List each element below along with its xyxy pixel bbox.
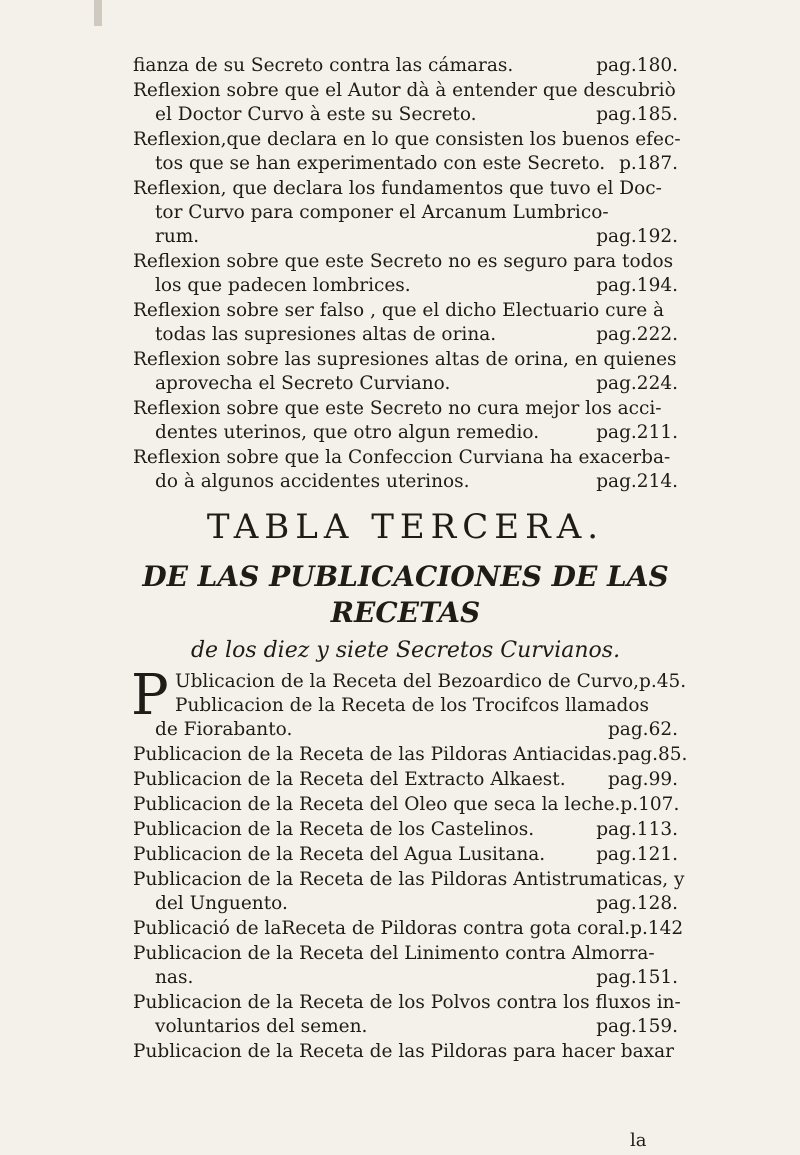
page-reference: pag.214.: [596, 471, 678, 492]
publication-text: Publicacion de la Receta de las Pildoras Antiacidas.pag.85.: [133, 744, 688, 765]
table-subtitle-2: de los diez y siete Secretos Curvianos.: [190, 638, 621, 663]
publication-entry: [133, 868, 685, 916]
reflexion-entry: [133, 177, 678, 249]
table-title: TABLA TERCERA.: [206, 507, 605, 547]
reflexion-text: tor Curvo para componer el Arcanum Lumbrico-: [155, 202, 609, 223]
reflexion-entry: [133, 79, 678, 127]
reflexion-text: Reflexion,que declara en lo que consisten los buenos efec-: [133, 129, 681, 150]
reflexion-text: do à algunos accidentes uterinos.: [155, 471, 470, 492]
publication-entry: [133, 991, 681, 1039]
reflexion-entry: [133, 446, 678, 494]
reflexion-line: [133, 421, 678, 445]
reflexion-line: [133, 323, 678, 347]
publication-line: [133, 743, 688, 767]
page-reference: pag.128.: [596, 893, 678, 914]
reflexion-text: Reflexion sobre que el Autor dà à entender que descubriò: [133, 80, 676, 101]
publication-line: Publicacion de la Receta de los Trocifcos llamados: [175, 695, 649, 716]
page-reference: pag.222.: [596, 324, 678, 345]
publication-line: [133, 843, 678, 867]
reflexion-text: Reflexion sobre ser falso , que el dicho Electuario cure à: [133, 300, 665, 321]
publication-entry: [133, 818, 678, 842]
reflexion-line: [133, 103, 678, 127]
reflexion-text: dentes uterinos, que otro algun remedio.: [155, 422, 540, 443]
reflexion-list: [133, 54, 681, 495]
reflexion-text: fianza de su Secreto contra las cámaras.: [133, 55, 514, 76]
publication-text: Publicacion de la Receta de los Polvos contra los fluxos in-: [133, 992, 681, 1013]
publication-text: nas.: [155, 967, 194, 988]
reflexion-text: tos que se han experimentado con este Secreto.: [155, 153, 606, 174]
publication-text: Publicacion de la Receta de las Pildoras para hacer baxar: [133, 1041, 674, 1062]
page-reference: pag.185.: [596, 104, 678, 125]
reflexion-entry: [133, 348, 678, 396]
reflexion-text: Reflexion sobre que este Secreto no cura mejor los acci-: [133, 398, 662, 419]
publication-entry: [133, 1040, 678, 1064]
page-reference: pag.180.: [596, 55, 678, 76]
page-reference: pag.224.: [596, 373, 678, 394]
publication-entry: [133, 793, 678, 817]
publication-text: Publicacion de la Receta de los Castelinos.: [133, 819, 535, 840]
reflexion-line: [133, 372, 678, 396]
reflexion-line: [133, 79, 678, 103]
publication-entry: [133, 843, 678, 867]
reflexion-text: Reflexion sobre que la Confeccion Curviana ha exacerba-: [133, 447, 671, 468]
publication-list: [131, 663, 688, 1065]
reflexion-entry: [133, 250, 678, 298]
reflexion-line: [133, 470, 678, 494]
reflexion-line: [133, 128, 681, 152]
reflexion-text: todas las supresiones altas de orina.: [155, 324, 497, 345]
reflexion-line: [133, 201, 678, 225]
publication-text: Publicacion de la Receta de las Pildoras Antistrumaticas, y: [133, 869, 685, 890]
publication-line: [133, 868, 685, 892]
page-reference: pag.194.: [596, 275, 678, 296]
page-reference: pag.151.: [596, 967, 678, 988]
publication-line: [133, 917, 684, 941]
publication-line: [133, 991, 681, 1015]
reflexion-text: Reflexion, que declara los fundamentos que tuvo el Doc-: [133, 178, 662, 199]
reflexion-entry: [133, 128, 681, 176]
publication-entry-first: [131, 663, 687, 742]
reflexion-text: aprovecha el Secreto Curviano.: [155, 373, 451, 394]
reflexion-line: [133, 177, 678, 201]
page-reference: pag.121.: [596, 844, 678, 865]
publication-line: [133, 966, 678, 990]
reflexion-line: [133, 225, 678, 249]
page-reference: pag.62.: [607, 719, 678, 740]
publication-entry: [133, 743, 688, 767]
table-heading: [133, 505, 678, 665]
publication-text: del Unguento.: [155, 893, 288, 914]
publication-line: [133, 1040, 678, 1064]
page-reference: pag.192.: [596, 226, 678, 247]
reflexion-text: Reflexion sobre que este Secreto no es seguro para todos: [133, 251, 674, 272]
publication-text: Publicacion de la Receta del Linimento contra Almorra-: [133, 943, 655, 964]
table-subtitle: DE LAS PUBLICACIONES DE LAS RECETAS: [142, 560, 669, 629]
publication-text: Publicació de laReceta de Pildoras contra gota coral.p.142: [133, 918, 684, 939]
publication-line: [133, 718, 678, 742]
publication-entries: [133, 743, 688, 1064]
publication-text: de Fiorabanto.: [155, 719, 293, 740]
publication-line: [133, 793, 678, 817]
reflexion-line: [133, 54, 678, 78]
page-reference: pag.113.: [596, 819, 678, 840]
publication-line: [133, 892, 678, 916]
publication-line: [133, 942, 678, 966]
publication-line: [133, 1015, 678, 1039]
reflexion-entry: [133, 397, 678, 445]
publication-text: Publicacion de la Receta del Agua Lusitana.: [133, 844, 546, 865]
page-reference: pag.99.: [607, 769, 678, 790]
page-reference: p.187.: [619, 153, 678, 174]
publication-text: Publicacion de la Receta del Extracto Alkaest.: [133, 769, 566, 790]
reflexion-line: [133, 397, 678, 421]
page-reference: pag.159.: [596, 1016, 678, 1037]
publication-line: [133, 768, 678, 792]
reflexion-line: [133, 152, 678, 176]
publication-entry: [133, 768, 678, 792]
reflexion-entry: [133, 299, 678, 347]
publication-line: [133, 818, 678, 842]
margin-mark: [94, 0, 102, 26]
reflexion-entry: [133, 54, 678, 78]
drop-cap: P: [131, 663, 169, 728]
reflexion-text: rum.: [155, 226, 200, 247]
reflexion-line: [133, 250, 678, 274]
reflexion-text: el Doctor Curvo à este su Secreto.: [155, 104, 477, 125]
reflexion-line: [133, 299, 678, 323]
publication-entry: [133, 917, 684, 941]
page-reference: pag.211.: [596, 422, 678, 443]
reflexion-line: [133, 446, 678, 470]
publication-line: Ublicacion de la Receta del Bezoardico de Curvo,p.45.: [175, 671, 687, 692]
reflexion-text: los que padecen lombrices.: [155, 275, 411, 296]
catchword: la: [630, 1130, 647, 1151]
reflexion-text: Reflexion sobre las supresiones altas de orina, en quienes: [133, 349, 677, 370]
publication-text: Publicacion de la Receta del Oleo que seca la leche.p.107.: [133, 794, 680, 815]
reflexion-line: [133, 348, 678, 372]
publication-text: voluntarios del semen.: [155, 1016, 368, 1037]
reflexion-line: [133, 274, 678, 298]
publication-entry: [133, 942, 678, 990]
